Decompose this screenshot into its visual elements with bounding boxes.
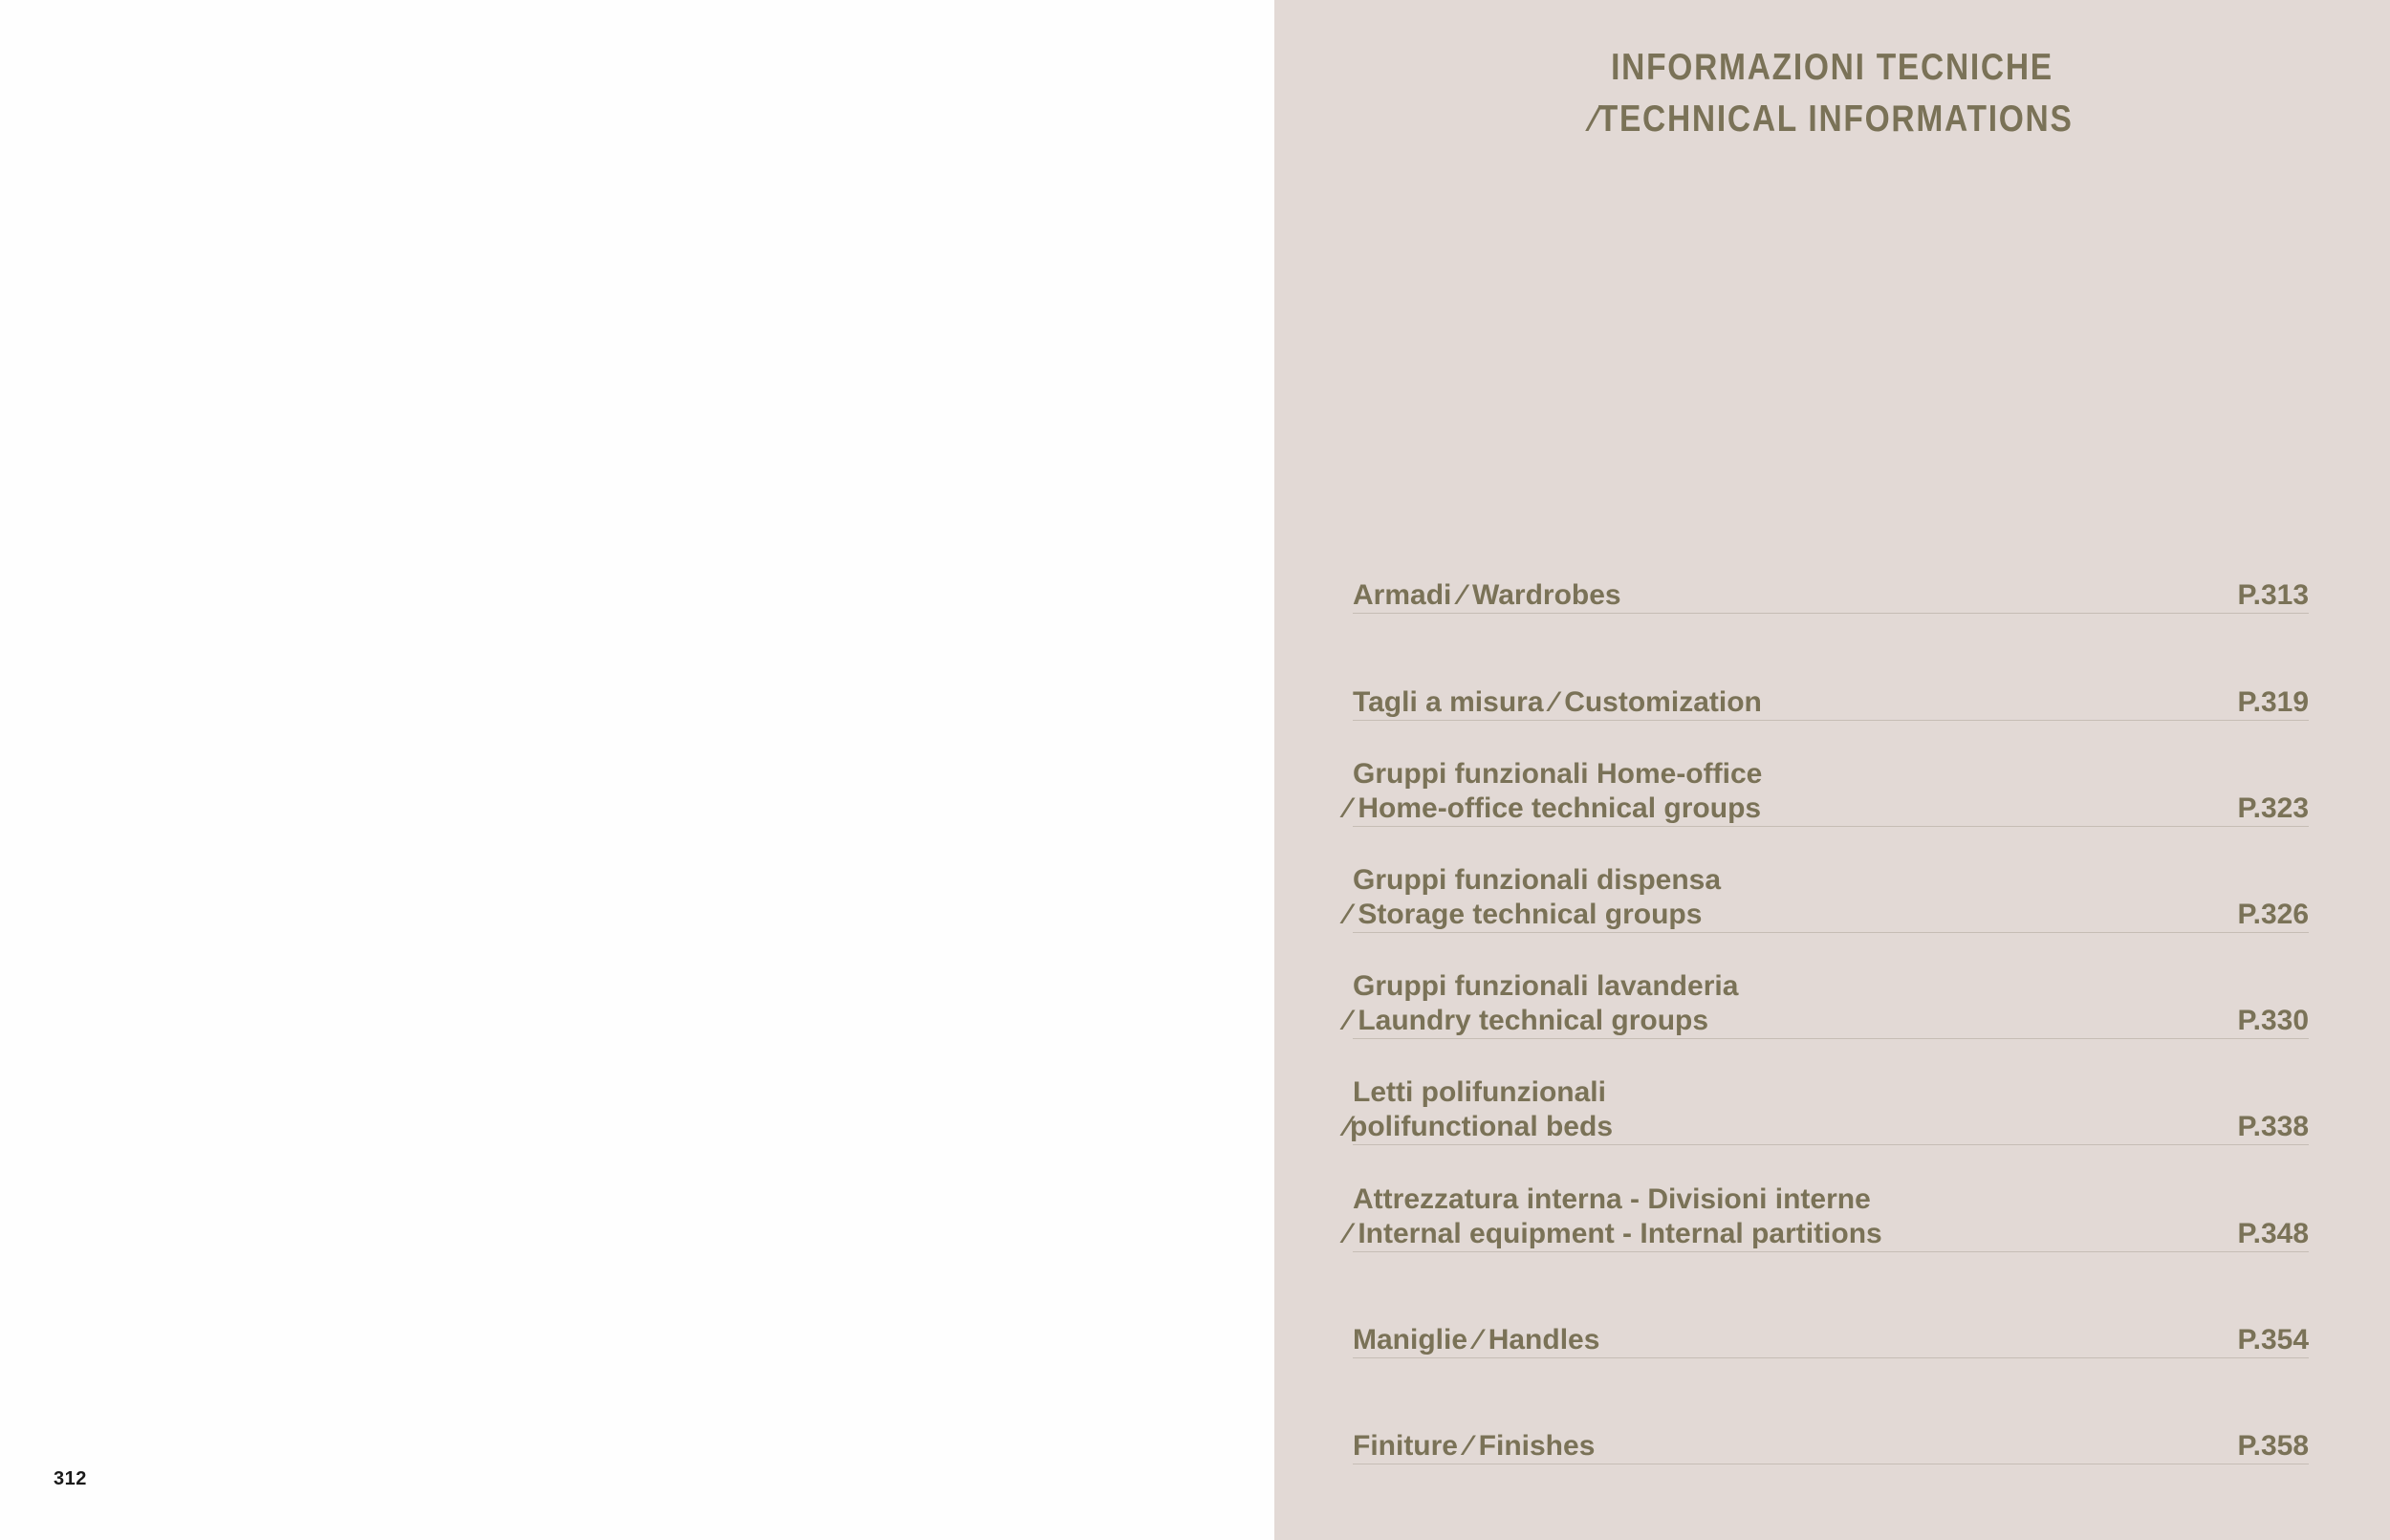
toc-entry-page-ref: P.358 xyxy=(2237,1430,2309,1462)
toc-entry-label-line1: Gruppi funzionali dispensa xyxy=(1353,864,1722,896)
toc-entry-label-line2: ⁄polifunctional beds xyxy=(1345,1111,1614,1142)
toc-entry-label xyxy=(1353,578,2309,613)
toc-entry-label-line2: ⁄ Internal equipment - Internal partitions xyxy=(1345,1218,1882,1249)
toc-entry-label xyxy=(1345,1182,2309,1251)
toc-entry-label-line1: Tagli a misura ⁄ Customization xyxy=(1353,686,1762,718)
section-title xyxy=(1353,42,2313,145)
toc-entry-label-line2: ⁄ Home-office technical groups xyxy=(1345,792,1762,824)
toc-entry-internal-equipment[interactable] xyxy=(1345,1182,2309,1252)
toc-entry-storage[interactable] xyxy=(1345,863,2309,933)
toc-entry-page-ref: P.348 xyxy=(2237,1218,2309,1249)
toc-entry-label-line2: ⁄ Storage technical groups xyxy=(1345,899,1703,930)
toc-entry-page-ref: P.326 xyxy=(2237,899,2309,930)
toc-entry-label-line1: Armadi ⁄ Wardrobes xyxy=(1353,579,1621,611)
toc-entry-label-line2: ⁄ Laundry technical groups xyxy=(1345,1005,1709,1036)
toc-entry-page-ref: P.330 xyxy=(2237,1005,2309,1036)
right-page-contents xyxy=(1274,0,2390,1540)
toc-entry-label-line1: Attrezzatura interna - Divisioni interne xyxy=(1353,1183,1871,1215)
toc-entry-label-line1: Maniglie ⁄ Handles xyxy=(1353,1324,1600,1356)
section-title-english: ⁄TECHNICAL INFORMATIONS xyxy=(1591,98,2074,140)
toc-entry-finishes[interactable] xyxy=(1353,1429,2309,1464)
toc-entry-beds[interactable] xyxy=(1345,1075,2309,1145)
toc-entry-label-line1: Finiture ⁄ Finishes xyxy=(1353,1430,1596,1462)
toc-entry-page-ref: P.313 xyxy=(2237,579,2309,611)
toc-entry-label xyxy=(1345,863,2309,932)
toc-entry-label-line1: Gruppi funzionali Home-office xyxy=(1353,758,1763,790)
toc-entry-home-office[interactable] xyxy=(1345,757,2309,827)
section-title-italian: INFORMAZIONI TECNICHE xyxy=(1611,47,2053,88)
toc-entry-laundry[interactable] xyxy=(1345,969,2309,1039)
toc-entry-page-ref: P.338 xyxy=(2237,1111,2309,1142)
toc-entry-label xyxy=(1345,969,2309,1038)
page-number: 312 xyxy=(54,1468,87,1489)
toc-entry-label-line1: Gruppi funzionali lavanderia xyxy=(1353,970,1739,1002)
toc-entry-label xyxy=(1353,685,2309,720)
toc-entry-label xyxy=(1345,1075,2309,1144)
toc-entry-customization[interactable] xyxy=(1353,685,2309,721)
toc-entry-wardrobes[interactable] xyxy=(1353,578,2309,614)
toc-entry-label-line1: Letti polifunzionali xyxy=(1353,1076,1606,1108)
toc-entry-label xyxy=(1345,757,2309,826)
toc-entry-page-ref: P.319 xyxy=(2237,686,2309,718)
toc-entry-label xyxy=(1353,1323,2309,1357)
toc-entry-page-ref: P.354 xyxy=(2237,1324,2309,1356)
toc-entry-label xyxy=(1353,1429,2309,1464)
toc-entry-page-ref: P.323 xyxy=(2237,792,2309,824)
toc-entry-handles[interactable] xyxy=(1353,1323,2309,1358)
